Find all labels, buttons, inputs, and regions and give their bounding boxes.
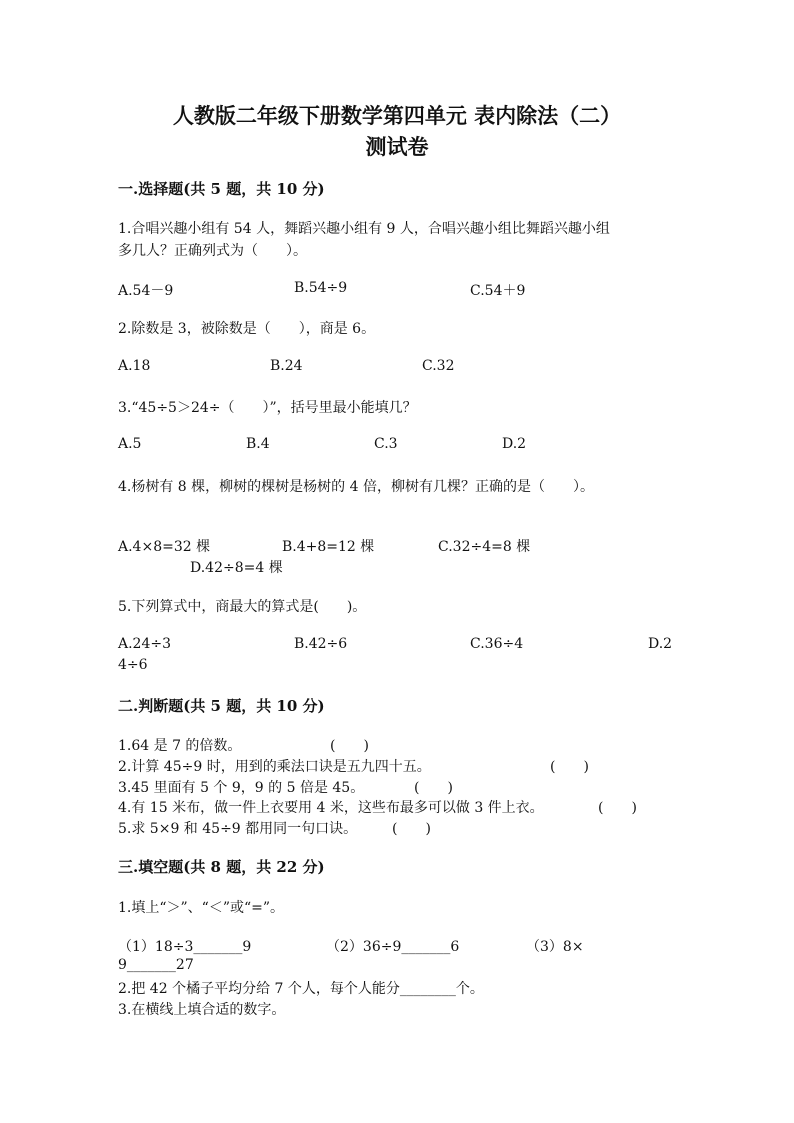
section-heading-fill: 三.填空题(共 8 题，共 22 分) [118, 858, 325, 876]
fill-question-1: 1.填上“＞”、“＜”或“=”。 [118, 900, 285, 916]
option-5d-wrap: 4÷6 [118, 657, 148, 673]
page-subtitle: 测试卷 [365, 134, 429, 159]
option-2b: B.24 [270, 358, 303, 374]
question-4: 4.杨树有 8 棵，柳树的棵树是杨树的 4 倍，柳树有几棵？正确的是（ ）。 [118, 479, 594, 495]
option-5d: D.2 [648, 636, 673, 652]
section-heading-judgement: 二.判断题(共 5 题，共 10 分) [118, 697, 325, 715]
judge-item-4-text: 4.有 15 米布，做一件上衣要用 4 米，这些布最多可以做 3 件上衣。 [118, 800, 544, 816]
question-2: 2.除数是 3，被除数是（ ），商是 6。 [118, 321, 376, 337]
option-4c: C.32÷4=8 棵 [438, 539, 531, 555]
option-3c: C.3 [374, 436, 398, 452]
fill-1-part3-wrap: 9_______27 [118, 957, 194, 973]
judge-item-1-blank: ( ) [330, 738, 369, 754]
fill-question-2: 2.把 42 个橘子平均分给 7 个人，每个人能分________个。 [118, 981, 484, 997]
question-1-line1: 1.合唱兴趣小组有 54 人，舞蹈兴趣小组有 9 人，合唱兴趣小组比舞蹈兴趣小组 [118, 221, 610, 237]
option-1b: B.54÷9 [294, 280, 348, 296]
option-5b: B.42÷6 [294, 636, 348, 652]
question-1-line2: 多几人？正确列式为（ ）。 [118, 243, 307, 259]
option-3d: D.2 [502, 436, 527, 452]
fill-1-part1: （1）18÷3_______9 [118, 939, 252, 955]
judge-item-4-blank: ( ) [598, 800, 637, 816]
question-5: 5.下列算式中，商最大的算式是( )。 [118, 599, 367, 615]
fill-1-part2: （2）36÷9_______6 [326, 939, 460, 955]
option-2a: A.18 [118, 358, 151, 374]
option-1a: A.54－9 [118, 283, 174, 299]
question-3: 3.“45÷5＞24÷（ ）”，括号里最小能填几？ [118, 400, 417, 416]
judge-item-5-text: 5.求 5×9 和 45÷9 都用同一句口诀。 [118, 821, 358, 837]
option-5c: C.36÷4 [470, 636, 524, 652]
judge-item-2-text: 2.计算 45÷9 时，用到的乘法口诀是五九四十五。 [118, 759, 431, 775]
page-title: 人教版二年级下册数学第四单元 表内除法（二） [172, 103, 622, 128]
option-5a: A.24÷3 [118, 636, 172, 652]
judge-item-3-text: 3.45 里面有 5 个 9，9 的 5 倍是 45。 [118, 780, 365, 796]
fill-1-part3: （3）8× [526, 939, 584, 955]
judge-item-5-blank: ( ) [392, 821, 431, 837]
option-1c: C.54＋9 [470, 283, 526, 299]
option-4d: D.42÷8=4 棵 [190, 560, 283, 576]
option-4b: B.4+8=12 棵 [282, 539, 375, 555]
fill-question-3: 3.在横线上填合适的数字。 [118, 1002, 286, 1018]
option-2c: C.32 [422, 358, 455, 374]
option-3a: A.5 [118, 436, 142, 452]
option-3b: B.4 [246, 436, 270, 452]
judge-item-2-blank: ( ) [550, 759, 589, 775]
judge-item-3-blank: ( ) [414, 780, 453, 796]
option-4a: A.4×8=32 棵 [118, 539, 211, 555]
judge-item-1-text: 1.64 是 7 的倍数。 [118, 738, 242, 754]
section-heading-choice: 一.选择题(共 5 题，共 10 分) [118, 180, 325, 198]
